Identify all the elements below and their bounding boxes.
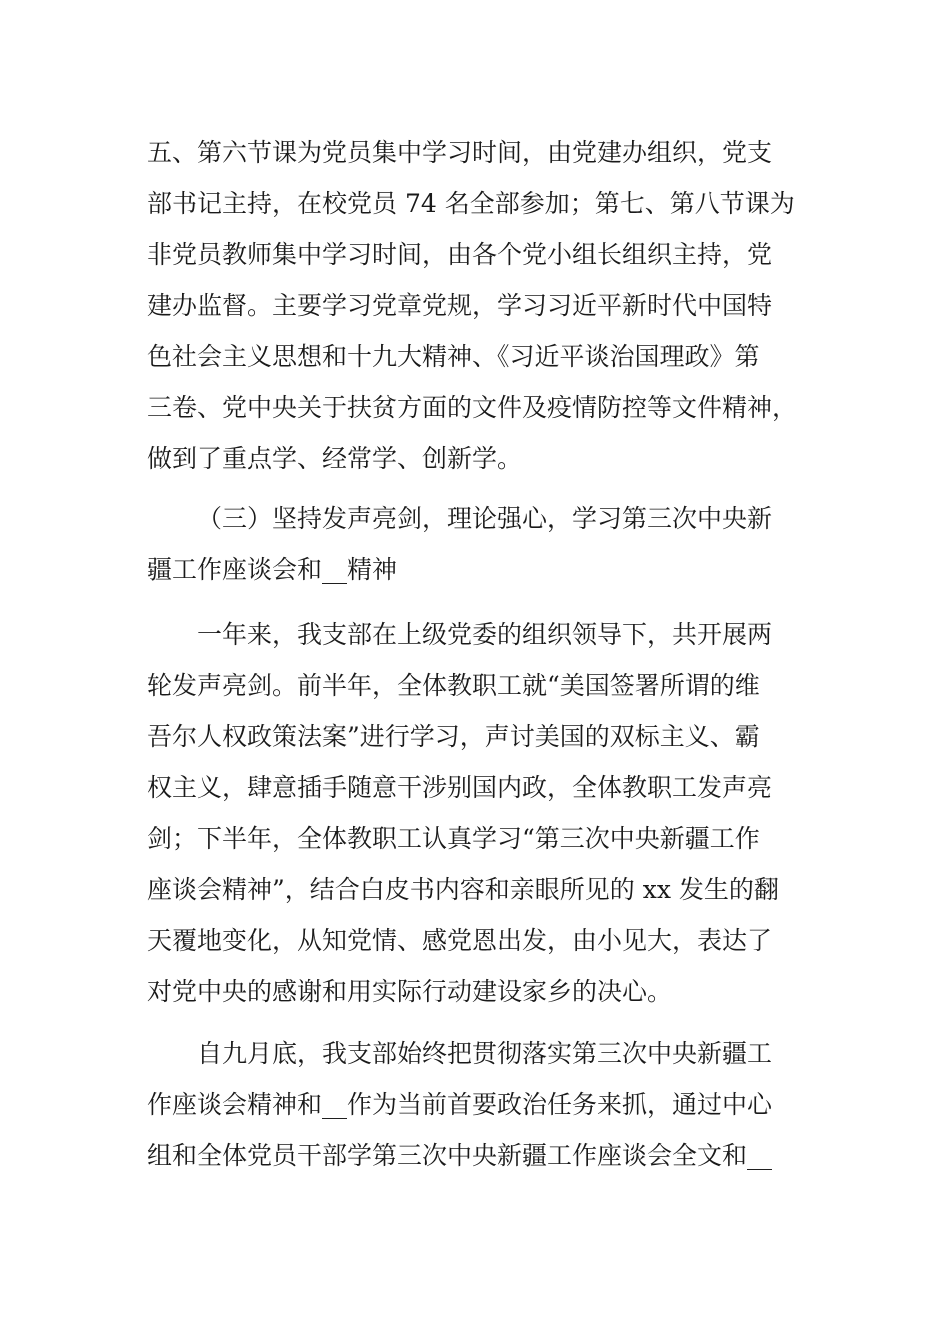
text-line: 非党员教师集中学习时间，由各个党小组长组织主持，党 — [147, 240, 773, 269]
text-line: 对党中央的感谢和用实际行动建设家乡的决心。 — [147, 977, 673, 1006]
text-line: 天覆地变化，从知党情、感党恩出发，由小见大，表达了 — [147, 926, 773, 955]
text-line: 座谈会精神”，结合白皮书内容和亲眼所见的 xx 发生的翻 — [147, 875, 779, 904]
paragraph-voice-campaign — [147, 609, 807, 1017]
heading-line: （三）坚持发声亮剑，理论强心，学习第三次中央新 — [197, 504, 773, 533]
text-line: 一年来，我支部在上级党委的组织领导下，共开展两 — [197, 620, 773, 649]
paragraph-continued-study-schedule — [147, 127, 807, 484]
text-line: 做到了重点学、经常学、创新学。 — [147, 444, 523, 473]
heading-line: 疆工作座谈会和__精神 — [147, 555, 398, 584]
section-heading-three — [147, 493, 807, 595]
text-line: 作座谈会精神和__作为当前首要政治任务来抓，通过中心 — [147, 1090, 773, 1119]
text-line: 色社会主义思想和十九大精神、《习近平谈治国理政》第 — [147, 342, 760, 371]
text-line: 三卷、党中央关于扶贫方面的文件及疫情防控等文件精神， — [147, 393, 798, 422]
text-line: 组和全体党员干部学第三次中央新疆工作座谈会全文和__ — [147, 1141, 773, 1170]
text-line: 自九月底，我支部始终把贯彻落实第三次中央新疆工 — [197, 1039, 773, 1068]
text-line: 权主义，肆意插手随意干涉别国内政，全体教职工发声亮 — [147, 773, 773, 802]
text-line: 剑；下半年，全体教职工认真学习“第三次中央新疆工作 — [147, 824, 760, 853]
text-line: 吾尔人权政策法案”进行学习，声讨美国的双标主义、霸 — [147, 722, 760, 751]
text-line: 部书记主持，在校党员 74 名全部参加；第七、第八节课为 — [147, 189, 795, 218]
text-line: 建办监督。主要学习党章党规，学习习近平新时代中国特 — [147, 291, 773, 320]
paragraph-implementation — [147, 1028, 807, 1181]
text-line: 五、第六节课为党员集中学习时间，由党建办组织，党支 — [147, 138, 773, 167]
text-line: 轮发声亮剑。前半年，全体教职工就“美国签署所谓的维 — [147, 671, 760, 700]
